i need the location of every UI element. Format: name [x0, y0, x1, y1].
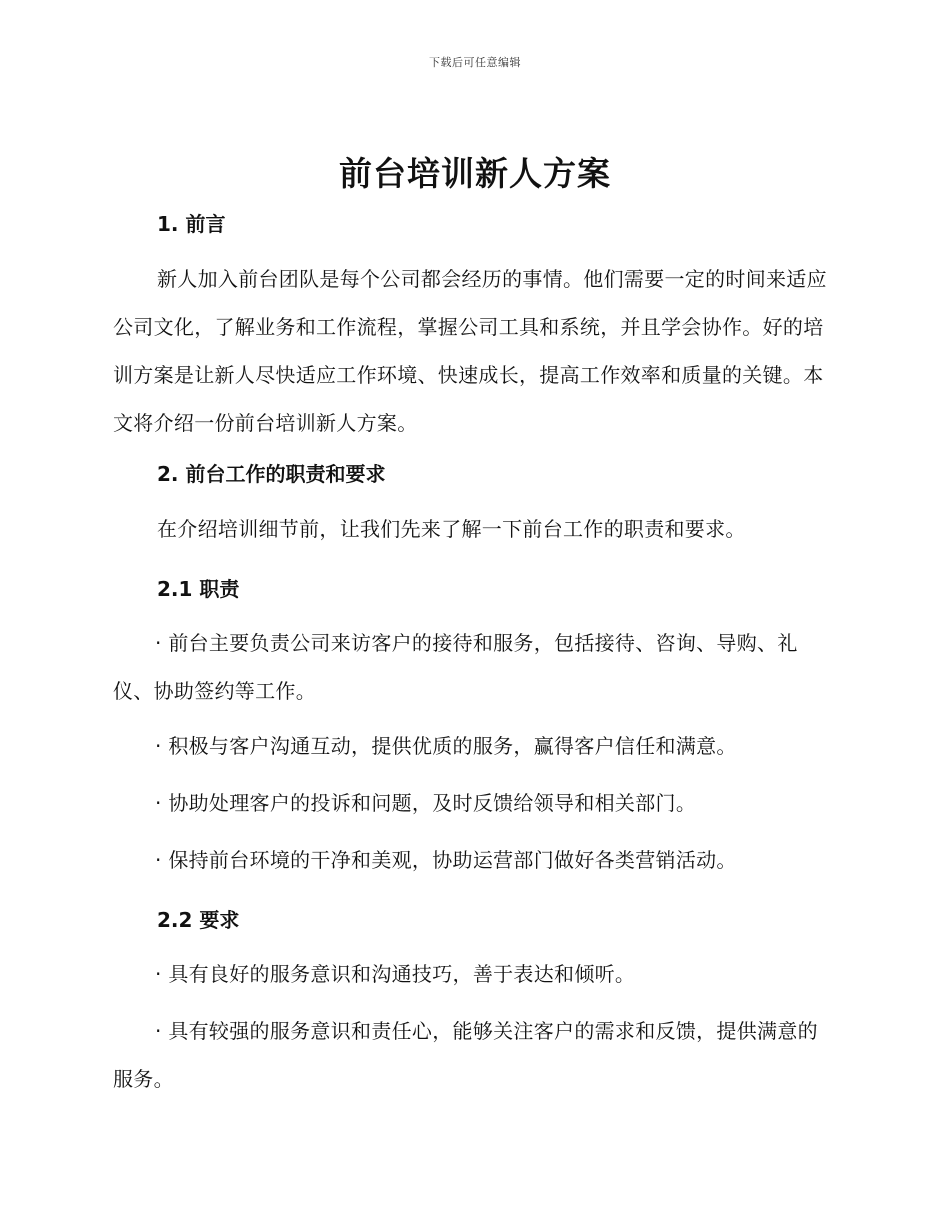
duties-requirements-paragraph: 在介绍培训细节前，让我们先来了解一下前台工作的职责和要求。 — [157, 517, 746, 541]
duty-item: · 协助处理客户的投诉和问题，及时反馈给领导和相关部门。 — [155, 791, 697, 815]
duty-item: · 前台主要负责公司来访客户的接待和服务，包括接待、咨询、导购、礼仪、协助签约等工作。 — [113, 631, 798, 703]
document-title: 前台培训新人方案 — [339, 154, 611, 193]
section-heading-duties: 2.1 职责 — [157, 577, 240, 601]
duty-item: · 保持前台环境的干净和美观，协助运营部门做好各类营销活动。 — [155, 848, 737, 872]
duty-item: · 积极与客户沟通互动，提供优质的服务，赢得客户信任和满意。 — [155, 734, 737, 758]
requirement-item: · 具有较强的服务意识和责任心，能够关注客户的需求和反馈，提供满意的服务。 — [113, 1019, 818, 1091]
section-heading-duties-requirements: 2. 前台工作的职责和要求 — [157, 462, 386, 486]
section-heading-intro: 1. 前言 — [157, 212, 226, 236]
intro-paragraph: 新人加入前台团队是每个公司都会经历的事情。他们需要一定的时间来适应公司文化，了解业务和工作流程，掌握公司工具和系统，并且学会协作。好的培训方案是让新人尽快适应工作环境、快速成长，提高工作效率和质量的关键。本文将介绍一份前台培训新人方案。 — [113, 267, 827, 435]
section-heading-requirements: 2.2 要求 — [157, 908, 240, 932]
requirement-item: · 具有良好的服务意识和沟通技巧，善于表达和倾听。 — [155, 962, 636, 986]
header-note: 下载后可任意编辑 — [429, 56, 521, 69]
